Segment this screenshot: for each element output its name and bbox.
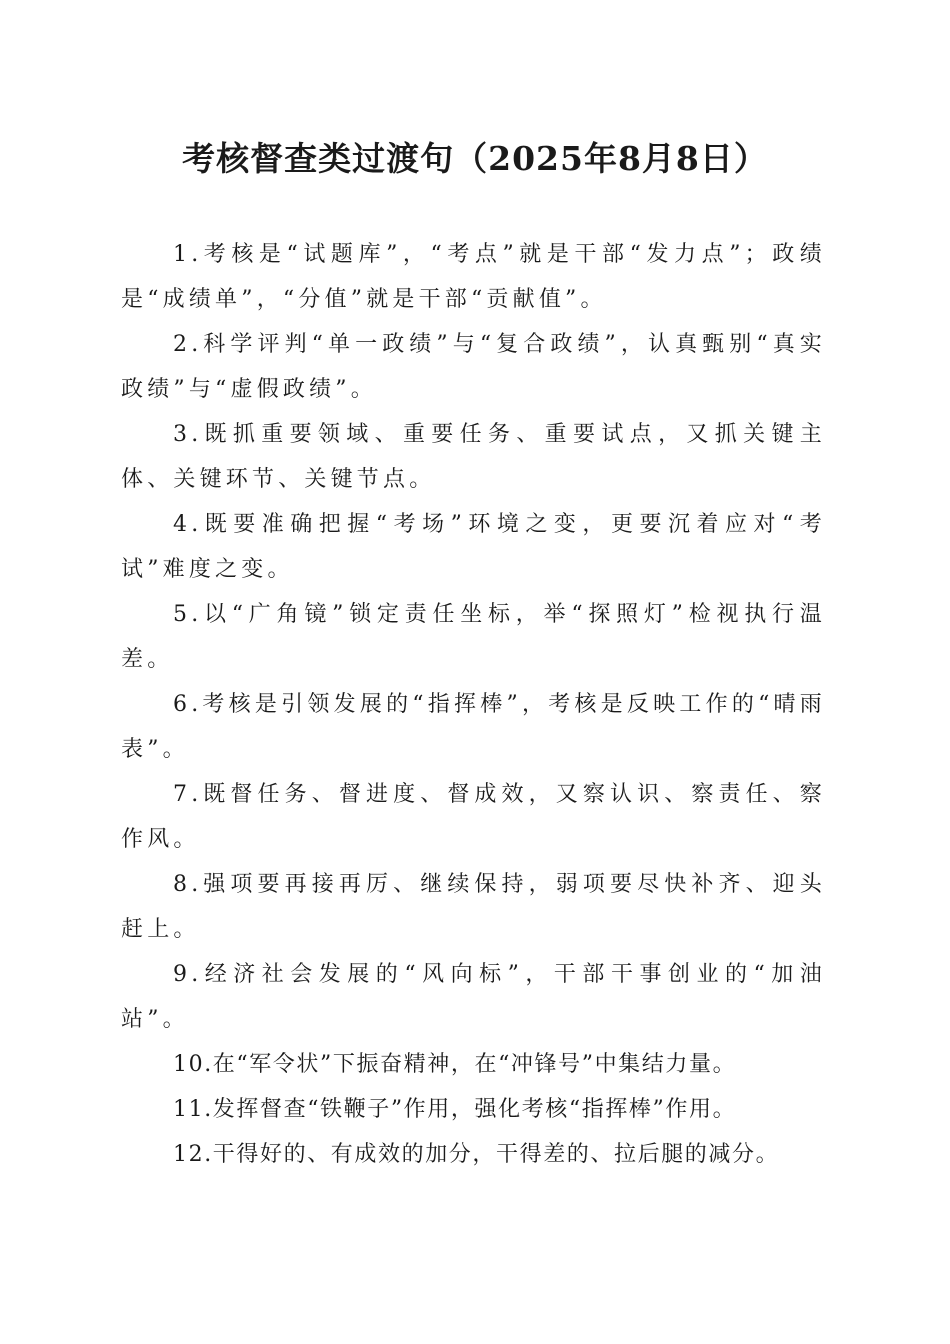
paragraph-4: 4.既要准确把握“考场”环境之变，更要沉着应对“考试”难度之变。: [121, 512, 826, 582]
paragraph-12: 12.干得好的、有成效的加分，干得差的、拉后腿的减分。: [173, 1142, 780, 1167]
paragraph-9: 9.经济社会发展的“风向标”，干部干事创业的“加油站”。: [121, 962, 826, 1032]
document-body: [121, 232, 826, 1177]
page-title: 考核督查类过渡句（2025年8月8日）: [182, 139, 768, 178]
paragraph-7: 7.既督任务、督进度、督成效，又察认识、察责任、察作风。: [121, 782, 826, 852]
paragraph-8: 8.强项要再接再厉、继续保持，弱项要尽快补齐、迎头赶上。: [121, 872, 826, 942]
paragraph-1: 1.考核是“试题库”，“考点”就是干部“发力点”；政绩是“成绩单”，“分值”就是干部“贡献值”。: [121, 242, 826, 312]
paragraph-2: 2.科学评判“单一政绩”与“复合政绩”，认真甄别“真实政绩”与“虚假政绩”。: [121, 332, 826, 402]
paragraph-5: 5.以“广角镜”锁定责任坐标，举“探照灯”检视执行温差。: [121, 602, 826, 672]
paragraph-11: 11.发挥督查“铁鞭子”作用，强化考核“指挥棒”作用。: [173, 1097, 737, 1122]
paragraph-10: 10.在“军令状”下振奋精神，在“冲锋号”中集结力量。: [173, 1052, 737, 1077]
paragraph-3: 3.既抓重要领域、重要任务、重要试点，又抓关键主体、关键环节、关键节点。: [121, 422, 826, 492]
paragraph-6: 6.考核是引领发展的“指挥棒”，考核是反映工作的“晴雨表”。: [121, 692, 826, 762]
